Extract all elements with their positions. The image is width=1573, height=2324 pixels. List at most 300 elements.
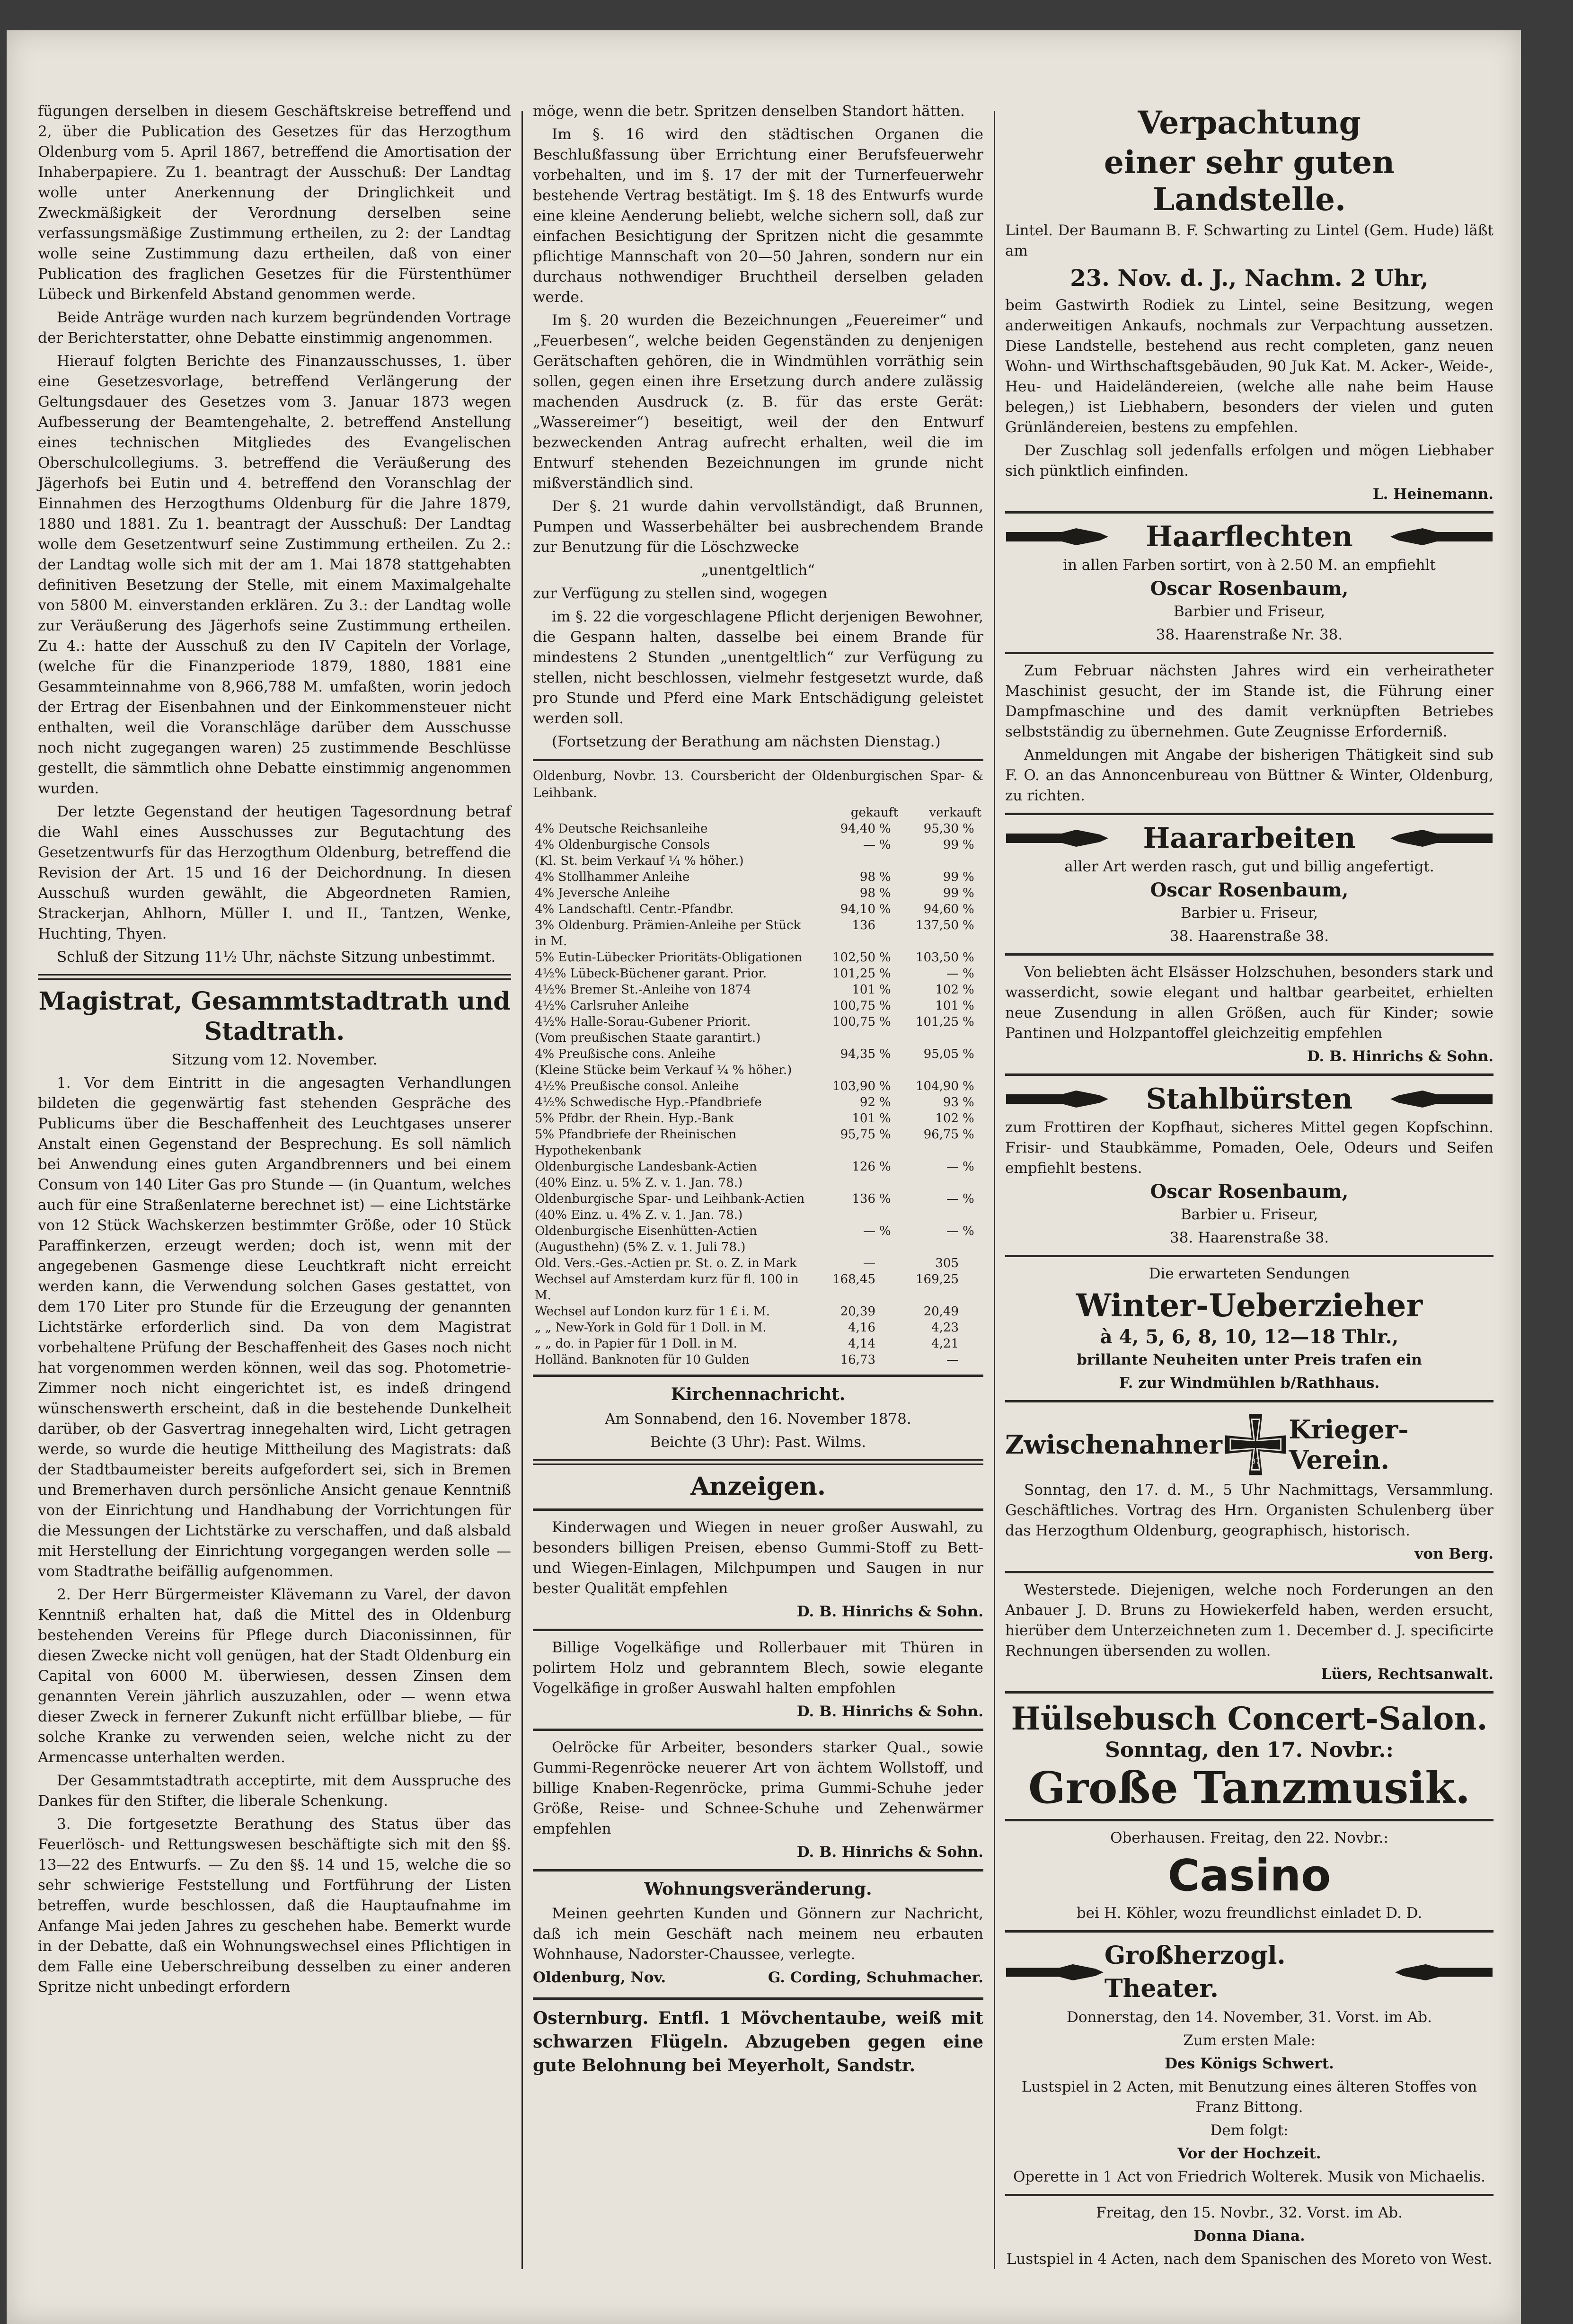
theater-play: Vor der Hochzeit. <box>1177 2145 1321 2162</box>
signature-name: G. Cording, Schuhmacher. <box>768 1969 983 1986</box>
paragraph: 2. Der Herr Bürgermeister Klävemann zu Varel, der davon Kenntniß erhalten hat, daß die Mittel des in Oldenburg bestehenden Vereins für Pflege durch Diaconissinnen, für diesen Zwecke nicht voll genügen, hat der Stadt Oldenburg ein Capital von 6000 M. überwiesen, dessen Zinsen dem genannten Verein jährlich auszuzahlen, oder — wenn etwa dieser Zweck in fernerer Zukunft nicht erfüllbar bliebe, — für solche Kranke zu verwenden seien, welche nicht zu der Armencasse unterhalten werden. <box>38 1586 511 1766</box>
paragraph: Im §. 20 wurden die Bezeichnungen „Feuereimer“ und „Feuerbesen“, welche beiden Gegenständen zu denjenigen Gerätschaften gehören, die in Windmühlen vorräthig sein sollen, gegen einen ihre Ersetzung durch andere zulässig machenden Ausdruck (z. B. für das erste Gerät: „Wassereimer“) beseitigt, weil der den Entwurf bezweckenden Antrag aufrecht erhalten, weil die im Entwurf stehenden Bezeichnungen im grunde nicht mißverständlich sind. <box>533 312 983 492</box>
course-row <box>533 1110 983 1127</box>
bought-unit: % <box>879 870 891 884</box>
course-row <box>533 982 983 998</box>
lease-signature: L. Heinemann. <box>1372 486 1493 503</box>
course-row <box>533 1046 983 1062</box>
bought-unit <box>877 1271 900 1304</box>
sold-unit: % <box>963 1127 974 1142</box>
course-row <box>533 853 983 869</box>
bought-value: 4,16 <box>848 1321 875 1335</box>
signature-place: Oldenburg, Nov. <box>533 1969 666 1986</box>
course-name: 4½% Bremer St.-Anleihe von 1874 <box>535 983 751 997</box>
merchant-name: Oscar Rosenbaum, <box>1150 879 1349 901</box>
sold-unit: % <box>963 1160 974 1174</box>
sold-unit: % <box>963 1079 974 1093</box>
bought-value <box>817 1207 877 1223</box>
bought-value: — <box>863 1224 875 1238</box>
pointing-hand-icon <box>1005 1962 1105 1983</box>
lease-text: Der Zuschlag soll jedenfalls erfolgen und mögen Liebhaber sich pünktlich einfinden. <box>1005 442 1493 479</box>
theater-title: Großherzogl. Theater. <box>1104 1941 1286 2003</box>
bought-value: 103,90 <box>832 1079 875 1093</box>
sold-value: 96,75 <box>923 1127 959 1142</box>
sold-unit: % <box>963 1111 974 1126</box>
ad-signature: D. B. Hinrichs & Sohn. <box>796 1603 983 1620</box>
course-name: Oldenburgische Landesbank-Actien <box>535 1160 757 1174</box>
bought-value: 102,50 <box>832 950 875 965</box>
sold-unit <box>961 853 983 869</box>
course-name: (Kleine Stücke beim Verkauf ¼ % höher.) <box>535 1063 792 1077</box>
westerstede-notice: Westerstede. Diejenigen, welche noch Forderungen an den Anbauer J. D. Bruns zu Howiekerfeld haben, werden ersucht, hierüber dem Unterzeichneten zum 1. December d. J. specificirte Rechnungen übersenden zu wollen. <box>1005 1581 1493 1659</box>
sold-value <box>900 1030 961 1046</box>
merchant-name: Oscar Rosenbaum, <box>1150 1180 1349 1203</box>
bought-unit: % <box>879 1127 891 1142</box>
machinist-ad: Zum Februar nächsten Jahres wird ein verheiratheter Maschinist gesucht, der im Stande ist, die Führung einer Dampfmaschine und des damit verknüpften Betriebes selbstständig zu übernehmen. Gute Zeugnisse Erforderniß. <box>1005 662 1493 740</box>
bought-value: 101 <box>852 983 875 997</box>
section-rule <box>533 1997 983 2000</box>
bought-value: — <box>863 1256 875 1270</box>
bought-unit <box>877 1352 900 1368</box>
paragraph: 3. Die fortgesetzte Berathung des Status über das Feuerlösch- und Rettungswesen beschäftigte sich mit den §§. 13—22 des Entwurfs. — Zu den §§. 14 und 15, welche die so sehr schwierige Feststellung und Fortführung der Listen betreffen, wurde beschlossen, daß die Hauptaufnahme im Anfange Mai jeden Jahres zu geschehen habe. Bemerkt wurde in der Debatte, daß ein Wohnungswechsel eines Pflichtigen in dem Falle eine Ueberschreibung desselben zu einer anderen Spritze nicht unbedingt erfordern <box>38 1816 511 1996</box>
bought-value: 100,75 <box>832 999 875 1013</box>
sold-value: 95,30 <box>923 822 959 836</box>
col-header-bought: gekauft <box>850 806 898 820</box>
sold-unit <box>961 1030 983 1046</box>
course-name: 4½% Halle-Sorau-Gubener Priorit. <box>535 1015 751 1029</box>
section-rule <box>1005 813 1493 815</box>
course-row <box>533 1014 983 1030</box>
moving-notice-title: Wohnungsveränderung. <box>644 1879 872 1899</box>
pointing-hand-icon <box>1005 526 1109 547</box>
course-row <box>533 1062 983 1078</box>
overcoat-intro: Die erwarteten Sendungen <box>1149 1265 1350 1282</box>
pointing-hand-icon <box>1005 1089 1109 1109</box>
course-name: 4% Oldenburgische Consols <box>535 838 710 852</box>
section-rule <box>1005 1819 1493 1821</box>
course-name: (Kl. St. beim Verkauf ¼ % höher.) <box>535 854 744 868</box>
merchant-address: 38. Haarenstraße Nr. 38. <box>1156 626 1343 643</box>
course-name: 4% Jeversche Anleihe <box>535 886 670 900</box>
bought-value: 98 <box>859 870 875 884</box>
veterans-club-right: Krieger-Verein. <box>1289 1414 1409 1475</box>
casino-line: Oberhausen. Freitag, den 22. Novbr.: <box>1110 1829 1388 1846</box>
course-row <box>533 1271 983 1304</box>
bought-value: 168,45 <box>832 1272 875 1286</box>
sold-unit <box>961 1352 983 1368</box>
theater-play: Des Königs Schwert. <box>1165 2055 1334 2072</box>
bought-value: 20,39 <box>840 1304 875 1319</box>
ad-signature: D. B. Hinrichs & Sohn. <box>796 1703 983 1720</box>
ad-signature: D. B. Hinrichs & Sohn. <box>1307 1048 1493 1065</box>
veterans-club-signature: von Berg. <box>1414 1545 1493 1562</box>
course-name: 5% Pfdbr. der Rhein. Hyp.-Bank <box>535 1111 734 1126</box>
ad-signature: D. B. Hinrichs & Sohn. <box>796 1844 983 1861</box>
sold-value: 101 <box>935 999 959 1013</box>
bought-value: 100,75 <box>832 1015 875 1029</box>
theater-line: Zum ersten Male: <box>1183 2032 1316 2049</box>
course-name: Wechsel auf London kurz für 1 £ i. M. <box>535 1304 770 1319</box>
bought-value <box>817 1062 877 1078</box>
paragraph: fügungen derselben in diesem Geschäftskreise betreffend und 2, über die Publication des Gesetzes für das Herzogthum Oldenburg vom 5. April 1867, betreffend die Amortisation der Inhaberpapiere. Zu 1. beantragt der Ausschuß: Der Landtag wolle unter Anerkennung der Dringlichkeit und Zweckmäßigkeit der Verordnung derselben seine verfassungsmäßige Zustimmung ertheilen, zu 2: der Landtag wolle seine Zustimmung dazu ertheilen, daß von einer Publication des fraglichen Gesetzes für die Fürstenthümer Lübeck und Birkenfeld Abstand genommen werde. <box>38 103 511 303</box>
iron-cross-year: 1870 <box>1246 1457 1265 1466</box>
moving-notice-signature <box>533 1968 983 1991</box>
bought-unit <box>877 1336 900 1352</box>
bought-value: 95,75 <box>840 1127 875 1142</box>
sold-value: 4,21 <box>931 1337 959 1351</box>
course-name: „ „ do. in Papier für 1 Doll. in M. <box>535 1337 737 1351</box>
col-header-sold: verkauft <box>929 806 981 820</box>
sold-value <box>900 1207 961 1223</box>
bought-unit: % <box>879 967 891 981</box>
machinist-ad: Anmeldungen mit Angabe der bisherigen Thätigkeit sind sub F. O. an das Annoncenbureau von Büttner & Winter, Oldenburg, zu richten. <box>1005 746 1493 804</box>
bought-value: 98 <box>859 886 875 900</box>
bought-unit: % <box>879 999 891 1013</box>
veterans-club-left: Zwischenahner <box>1005 1429 1222 1460</box>
bought-unit: % <box>879 1047 891 1061</box>
course-name: Old. Vers.-Ges.-Actien pr. St. o. Z. in Mark <box>535 1256 797 1270</box>
paragraph: Hierauf folgten Berichte des Finanzausschusses, 1. über eine Gesetzesvorlage, betreffend Verlängerung der Geltungsdauer des Gesetzes vom 3. Januar 1873 wegen Aufbesserung der Beamtengehalte, 2. betreffend Anstellung eines technischen Mitgliedes des Evangelischen Oberschulcollegiums. 3. betreffend die Veräußerung des Jägerhofs bei Eutin und 4. betreffend den Voranschlag der Einnahmen des Herzogthums Oldenburg für die Jahre 1879, 1880 und 1881. Zu 1. beantragt der Ausschuß: Der Landtag wolle dem Gesetzentwurf seine Zustimmung ertheilen. Zu 2.: der Landtag wolle sich mit der am 1. Mai 1878 stattgehabten definitiven Besetzung der Stelle, mit einem Maximalgehalte von 5800 M. einverstanden erklären. Zu 3.: der Landtag wolle zur Veräußerung des Jägerhofs seine Zustimmung ertheilen. Zu 4.: hatte der Ausschuß zu den IV Capiteln der Vorlage, (welche für die Finanzperiode 1879, 1880, 1881 eine Gesammteinnahme von 8,966,788 M. umfaßten, worin jedoch der Ertrag der Eisenbahnen und der Einkommensteuer nicht enthalten, weil die Voranschläge darüber dem Ausschusse noch nicht zugegangen waren) 25 zustimmende Beschlüsse gestellt, die sämmtlich ohne Debatte einstimmig angenommen wurden. <box>38 353 511 797</box>
sold-value <box>900 853 961 869</box>
theater-play: Donna Diana. <box>1193 2227 1305 2244</box>
concert-salon-title: Hülsebusch Concert-Salon. <box>1011 1700 1488 1737</box>
paragraph: Beide Anträge wurden nach kurzem begründenden Vortrage der Berichterstatter, ohne Debatte einstimmig angenommen. <box>38 309 511 346</box>
sold-value: 4,23 <box>931 1321 959 1335</box>
course-name: 4½% Carlsruher Anleihe <box>535 999 689 1013</box>
sold-unit: % <box>963 822 974 836</box>
bought-unit <box>877 1255 900 1271</box>
bought-value: 136 <box>852 1192 875 1206</box>
merchant-role: Barbier u. Friseur, <box>1180 1206 1318 1223</box>
course-row <box>533 1159 983 1175</box>
course-name: 5% Eutin-Lübecker Prioritäts-Obligationen <box>535 950 803 965</box>
sold-unit: % <box>963 838 974 852</box>
sold-unit <box>961 1207 983 1223</box>
section-rule <box>1005 1255 1493 1257</box>
course-row <box>533 1320 983 1336</box>
course-name: 4½% Preußische consol. Anleihe <box>535 1079 739 1093</box>
course-name: 4% Landschaftl. Centr.-Pfandbr. <box>535 902 734 916</box>
emphasis-line: „unentgeltlich“ <box>701 562 815 579</box>
pointing-hand-icon <box>1389 828 1493 849</box>
bought-value: 4,14 <box>848 1337 875 1351</box>
bought-unit <box>877 853 900 869</box>
sold-unit <box>961 1175 983 1191</box>
course-row <box>533 949 983 966</box>
sold-value: 305 <box>935 1256 959 1270</box>
ad-text: Oelröcke für Arbeiter, besonders starker Qual., sowie Gummi-Regenröcke neuerer Art von ächtem Wollstoff, und billige Knaben-Regenröcke, prima Gummi-Schuhe jeder Größe, Reise- und Schnee-Schuhe und Zehenwärmer empfehlen <box>533 1739 983 1837</box>
ad-header <box>1005 1939 1493 2005</box>
section-rule <box>1005 652 1493 654</box>
bought-unit: % <box>879 1160 891 1174</box>
bought-unit: % <box>879 838 891 852</box>
bought-unit: % <box>879 886 891 900</box>
paragraph: möge, wenn die betr. Spritzen denselben Standort hätten. <box>533 103 965 120</box>
course-row <box>533 869 983 885</box>
sold-unit: % <box>963 870 974 884</box>
sold-value: — <box>946 1353 959 1367</box>
church-news-title: Kirchennachricht. <box>671 1384 846 1404</box>
paragraph: Der letzte Gegenstand der heutigen Tagesordnung betraf die Wahl eines Ausschusses zur Begutachtung des Gesetzentwurfs für das Herzogthum Oldenburg, betreffend die Revision der Art. 15 und 16 der Deichordnung. In diesen Ausschuß wurden gewählt, die Abgeordneten Ramien, Strackerjan, Ahlhorn, Müller I. und II., Tantzen, Wenke, Huchting, Thyen. <box>38 803 511 942</box>
sold-unit <box>961 1304 983 1320</box>
ad-header <box>1005 1082 1493 1116</box>
sold-unit: % <box>963 967 974 981</box>
section-title-magistrat: Magistrat, Gesammtstadtrath und Stadtrath. <box>38 987 511 1046</box>
sold-unit: % <box>963 999 974 1013</box>
lease-title: Verpachtung <box>1138 104 1361 141</box>
bought-value: 101 <box>852 1111 875 1126</box>
paragraph: Im §. 16 wird den städtischen Organen die Beschlußfassung über Errichtung einer Berufsfeuerwehr vorbehalten, und im §. 17 der mit der Turnerfeuerwehr bestehende Vertrag bestätigt. Im §. 18 des Entwurfs wurde eine kleine Aenderung beliebt, welche sichern soll, daß zur einfachen Besichtigung der Spritzen nicht die gesammte pflichtige Mannschaft von 20—50 Jahren, sondern nur ein durchaus nothwendiger Bruchtheil derselben geladen werde. <box>533 126 983 306</box>
paragraph: 1. Vor dem Eintritt in die angesagten Verhandlungen bildeten die gegenwärtig fast stehenden Gespräche des Publicums über die Beschaffenheit des Leuchtgases unserer Anstalt einen Gegenstand der Besprechung. Es soll nämlich bei Anwendung eines guten Argandbrenners und bei einem Consum von 140 Liter Gas pro Stunde — (in Quantum, welches auch für eine Straßenlaterne berechnet ist) — eine Lichtstärke von 12 Stück Wachskerzen bestimmter Größe, oder 10 Stück Paraffinkerzen, erzeugt werden; doch ist, wenn mit der angegebenen Gasmenge diese Leuchtkraft nicht erreicht werden kann, die Verwendung solchen Gases gestattet, von dem 170 Liter pro Stunde für die Erzeugung der genannten Lichtstärke erforderlich sind. Da von dem Magistrat vorbehaltene Prüfung der Beschaffenheit des Gases noch nicht hat vorgenommen werden können, weil das sog. Photometrie-Zimmer noch nicht eingerichtet ist, es indeß dringend wünschenswerth erscheint, daß in die bestehende Dunkelheit darüber, ob der Gasvertrag innegehalten wird, Licht getragen werde, so wurde die heutige Mittheilung des Magistrats: daß der Stadtbaumeister bereits aufgefordert sei, sich in Bremen und Bremerhaven durch persönliche Ansicht genaue Kenntniß von der Einrichtung und Handhabung der Vorrichtungen für die Messungen der Lichtstärke zu verschaffen, und daß alsbald mit Herstellung der Einrichtung vorgegangen werden solle — vom Stadtrathe beifällig aufgenommen. <box>38 1074 511 1580</box>
course-row <box>533 1127 983 1159</box>
sold-value: — <box>946 1224 959 1238</box>
section-rule <box>1005 1571 1493 1573</box>
pigeon-notice: Osternburg. Entfl. 1 Mövchentaube, weiß mit schwarzen Flügeln. Abzugeben gegen eine gute Belohnung bei Meyerholt, Sandstr. <box>533 2008 983 2076</box>
sold-unit: % <box>963 918 974 932</box>
course-name: 5% Pfandbriefe der Rheinischen Hypothekenbank <box>535 1127 737 1158</box>
bought-value: 16,73 <box>840 1353 875 1367</box>
ads-title: Anzeigen. <box>690 1472 826 1501</box>
lease-text: Lintel. Der Baumann B. F. Schwarting zu Lintel (Gem. Hude) läßt am <box>1005 222 1493 259</box>
sold-unit <box>961 1336 983 1352</box>
sold-value: 99 <box>943 870 959 884</box>
sold-unit <box>961 1271 983 1304</box>
bought-unit <box>877 1030 900 1046</box>
pointing-hand-icon <box>1389 526 1493 547</box>
sold-value: 20,49 <box>923 1304 959 1319</box>
bought-unit <box>877 1320 900 1336</box>
ad-header <box>1005 822 1493 855</box>
sold-unit <box>961 1320 983 1336</box>
sold-value <box>900 1175 961 1191</box>
theater-line: Lustspiel in 2 Acten, mit Benutzung eines älteren Stoffes von Franz Bittong. <box>1021 2078 1477 2116</box>
course-row <box>533 1336 983 1352</box>
sold-value: 102 <box>935 1111 959 1126</box>
bought-unit <box>877 1062 900 1078</box>
sold-unit: % <box>963 1224 974 1238</box>
iron-cross-icon <box>1222 1409 1289 1480</box>
bought-unit: % <box>879 1079 891 1093</box>
sold-unit: % <box>963 950 974 965</box>
lease-date: 23. Nov. d. J., Nachm. 2 Uhr, <box>1070 265 1429 292</box>
bought-unit: % <box>879 1192 891 1206</box>
paragraph: im §. 22 die vorgeschlagene Pflicht derjenigen Bewohner, die Gespann halten, dasselbe bei einem Brande für mindestens 2 Stunden „unentgeltlich“ zur Verfügung zu stellen, nicht beschlossen, vielmehr festgesetzt wurde, daß pro Stunde und Pferd eine Mark Entschädigung geleistet werden soll. <box>533 608 983 727</box>
section-rule <box>38 974 511 980</box>
overcoat-prices: à 4, 5, 6, 8, 10, 12—18 Thlr., <box>1100 1326 1399 1348</box>
section-rule <box>1005 1073 1493 1076</box>
sold-unit: % <box>963 1095 974 1109</box>
bought-value <box>817 1175 877 1191</box>
session-date: Sitzung vom 12. November. <box>171 1051 378 1068</box>
bought-unit: % <box>879 902 891 916</box>
braids-title: Haarflechten <box>1146 520 1353 553</box>
bought-value: 94,35 <box>840 1047 875 1061</box>
paragraph: Der §. 21 wurde dahin vervollständigt, daß Brunnen, Pumpen und Wasserbehälter bei ausbrechendem Brande zur Benutzung für die Löschzwecke <box>533 498 983 556</box>
sold-unit <box>961 1255 983 1271</box>
clogs-ad: Von beliebten ächt Elsässer Holzschuhen, besonders stark und wasserdicht, sowie elegant und haltbar gearbeitet, erhielten neue Zusendung in allen Größen, auch für Kinder; sowie Pantinen und Holzpantoffel gleichzeitig empfehlen <box>1005 964 1493 1042</box>
bought-value: 94,10 <box>840 902 875 916</box>
sold-value: — <box>946 1160 959 1174</box>
merchant-role: Barbier und Friseur, <box>1173 603 1326 620</box>
course-report-heading: Oldenburg, Novbr. 13. Coursbericht der Oldenburgischen Spar- & Leihbank. <box>533 769 983 800</box>
concert-date: Sonntag, den 17. Novbr.: <box>1105 1738 1394 1762</box>
course-row <box>533 1352 983 1368</box>
course-row <box>533 1304 983 1320</box>
paragraph: (Fortsetzung der Berathung am nächsten Dienstag.) <box>552 733 941 750</box>
pointing-hand-icon <box>1394 1962 1493 1983</box>
dance-music-title: Große Tanzmusik. <box>1028 1762 1470 1813</box>
section-rule <box>1005 1930 1493 1933</box>
sold-unit <box>961 1062 983 1078</box>
moving-notice-text: Meinen geehrten Kunden und Gönnern zur Nachricht, daß ich mein Geschäft nach meinem neu erbauten Wohnhause, Nadorster-Chaussee, verlegte. <box>533 1905 983 1963</box>
sold-value: — <box>946 967 959 981</box>
sold-value: 99 <box>943 838 959 852</box>
bought-value: 126 <box>852 1160 875 1174</box>
column-divider <box>994 111 995 2269</box>
section-rule <box>533 1508 983 1511</box>
bought-unit <box>877 1304 900 1320</box>
bought-unit: % <box>879 983 891 997</box>
column-left <box>38 101 511 2000</box>
bought-unit <box>877 917 900 949</box>
section-rule <box>1005 953 1493 956</box>
bought-unit: % <box>879 950 891 965</box>
bought-unit: % <box>879 1015 891 1029</box>
course-name: Oldenburgische Eisenhütten-Actien (Augusthehn) (5% Z. v. 1. Juli 78.) <box>535 1224 757 1254</box>
column-middle <box>533 101 983 2080</box>
sold-value: 95,05 <box>923 1047 959 1061</box>
sold-unit: % <box>963 1015 974 1029</box>
section-rule <box>533 759 983 761</box>
section-rule <box>533 1375 983 1377</box>
course-row <box>533 998 983 1014</box>
sold-value: 103,50 <box>916 950 959 965</box>
bought-value: 136 <box>852 918 875 932</box>
ad-text: Billige Vogelkäfige und Rollerbauer mit Thüren in polirtem Holz und gebranntem Blech, sowie elegante Vogelkäfige in großer Auswahl halten empfohlen <box>533 1639 983 1697</box>
course-name: Wechsel auf Amsterdam kurz für fl. 100 in M. <box>535 1272 799 1303</box>
church-news-line: Am Sonnabend, den 16. November 1878. <box>605 1410 911 1428</box>
ad-text: Kinderwagen und Wiegen in neuer großer Auswahl, zu besonders billigen Preisen, ebenso Gummi-Stoff zu Bett- und Wiegen-Einlagen, Milchpumpen und Saugen in nur bester Qualität empfehlen <box>533 1519 983 1597</box>
bought-unit: % <box>879 1095 891 1109</box>
course-table <box>533 805 983 1368</box>
church-news-line: Beichte (3 Uhr): Past. Wilms. <box>650 1434 866 1451</box>
sold-unit: % <box>963 902 974 916</box>
bought-value: 101,25 <box>832 967 875 981</box>
course-name: 4½% Schwedische Hyp.-Pfandbriefe <box>535 1095 762 1109</box>
veterans-club-header <box>1005 1409 1493 1480</box>
ad-header <box>1005 520 1493 553</box>
paragraph: Der Gesammtstadtrath acceptirte, mit dem Ausspruche des Dankes für den Stifter, die liberale Schenkung. <box>38 1772 511 1810</box>
course-row <box>533 1255 983 1271</box>
paragraph: zur Verfügung zu stellen sind, wogegen <box>533 585 828 602</box>
sold-value: 169,25 <box>916 1272 959 1286</box>
section-rule <box>533 1459 983 1465</box>
hair-works-text: aller Art werden rasch, gut und billig angefertigt. <box>1064 858 1434 875</box>
theater-line: Operette in 1 Act von Friedrich Wolterek. Musik von Michaelis. <box>1013 2168 1485 2185</box>
sold-value: 137,50 <box>916 918 959 932</box>
course-row <box>533 1175 983 1191</box>
pointing-hand-icon <box>1389 1089 1493 1109</box>
course-row <box>533 821 983 837</box>
lease-subtitle: einer sehr guten Landstelle. <box>1104 144 1395 218</box>
hair-works-title: Haararbeiten <box>1143 822 1356 855</box>
course-name: (Vom preußischen Staate garantirt.) <box>535 1031 761 1045</box>
bought-value: 92 <box>859 1095 875 1109</box>
bought-value: 94,40 <box>840 822 875 836</box>
section-rule <box>533 1629 983 1631</box>
section-rule <box>533 1869 983 1872</box>
course-name: (40% Einz. u. 4% Z. v. 1. Jan. 78.) <box>535 1208 743 1222</box>
overcoat-title: Winter-Ueberzieher <box>1076 1287 1423 1324</box>
newspaper-page <box>7 30 1521 2324</box>
steel-brushes-text: zum Frottiren der Kopfhaut, sicheres Mittel gegen Kopfschinn. Frisir- und Staubkämme, Pomaden, Oele, Odeurs und Seifen empfiehlt bestens. <box>1005 1119 1493 1177</box>
course-row <box>533 837 983 853</box>
bought-unit <box>877 1207 900 1223</box>
casino-line: bei H. Köhler, wozu freundlichst einladet D. D. <box>1076 1905 1423 1922</box>
course-row <box>533 1207 983 1223</box>
sold-value: 99 <box>943 886 959 900</box>
theater-line: Donnerstag, den 14. November, 31. Vorst. im Ab. <box>1066 2009 1432 2026</box>
overcoat-line: brillante Neuheiten unter Preis trafen ein <box>1077 1351 1422 1368</box>
course-name: 4% Stollhammer Anleihe <box>535 870 690 884</box>
course-name: Oldenburgische Spar- und Leihbank-Actien <box>535 1192 805 1206</box>
bought-unit: % <box>879 822 891 836</box>
sold-value: 101,25 <box>916 1015 959 1029</box>
sold-value: 102 <box>935 983 959 997</box>
bought-unit: % <box>879 1224 891 1238</box>
bought-unit <box>877 1175 900 1191</box>
westerstede-signature: Lüers, Rechtsanwalt. <box>1321 1666 1493 1683</box>
merchant-role: Barbier u. Friseur, <box>1180 905 1318 922</box>
sold-value: — <box>946 1192 959 1206</box>
theater-line: Dem folgt: <box>1210 2122 1289 2139</box>
merchant-address: 38. Haarenstraße 38. <box>1169 928 1329 945</box>
section-rule <box>1005 1400 1493 1402</box>
course-row <box>533 885 983 901</box>
sold-unit: % <box>963 983 974 997</box>
course-row <box>533 1078 983 1094</box>
column-divider <box>521 111 523 2269</box>
course-name: 4½% Lübeck-Büchener garant. Prior. <box>535 967 767 981</box>
steel-brushes-title: Stahlbürsten <box>1146 1082 1353 1116</box>
course-name: 4% Deutsche Reichsanleihe <box>535 822 708 836</box>
sold-unit: % <box>963 886 974 900</box>
sold-unit: % <box>963 1192 974 1206</box>
course-row <box>533 1191 983 1207</box>
pointing-hand-icon <box>1005 828 1109 849</box>
theater-line: Lustspiel in 4 Acten, nach dem Spanischen des Moreto von West. <box>1006 2251 1493 2268</box>
paragraph: Schluß der Sitzung 11½ Uhr, nächste Sitzung unbestimmt. <box>57 949 496 966</box>
sold-value: 93 <box>943 1095 959 1109</box>
course-name: 3% Oldenburg. Prämien-Anleihe per Stück in M. <box>535 918 801 949</box>
section-rule <box>1005 511 1493 514</box>
theater-line: Freitag, den 15. Novbr., 32. Vorst. im Ab. <box>1096 2204 1403 2221</box>
merchant-address: 38. Haarenstraße 38. <box>1169 1229 1329 1246</box>
section-rule <box>1005 2194 1493 2196</box>
course-row <box>533 1094 983 1110</box>
sold-value <box>900 1062 961 1078</box>
course-row <box>533 1030 983 1046</box>
section-rule <box>533 1729 983 1731</box>
course-name: 4% Preußische cons. Anleihe <box>535 1047 716 1061</box>
sold-value: 104,90 <box>916 1079 959 1093</box>
course-row <box>533 901 983 917</box>
merchant-name: Oscar Rosenbaum, <box>1150 577 1349 600</box>
section-rule <box>1005 1691 1493 1694</box>
course-name: (40% Einz. u. 5% Z. v. 1. Jan. 78.) <box>535 1176 743 1190</box>
bought-value <box>817 1030 877 1046</box>
course-row <box>533 966 983 982</box>
